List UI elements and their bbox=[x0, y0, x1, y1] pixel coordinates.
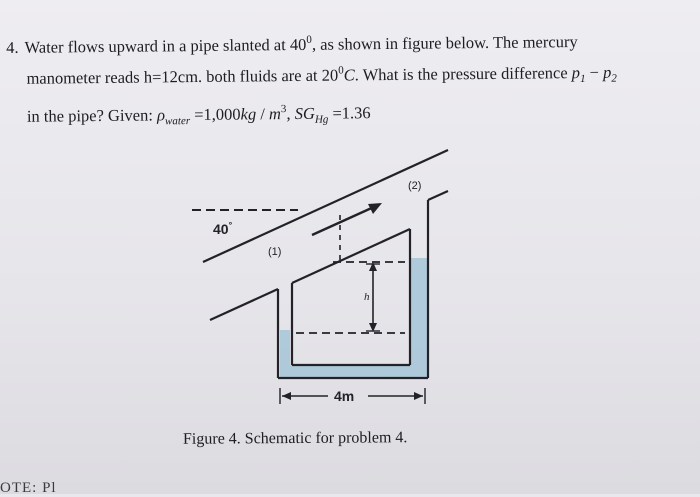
problem-number: 4. bbox=[6, 37, 19, 57]
pipe-bottom-wall-left bbox=[210, 289, 278, 320]
sg-symbol: SG bbox=[294, 103, 315, 123]
pipe-bottom-wall-right bbox=[428, 191, 448, 200]
point2-label: (2) bbox=[408, 180, 422, 192]
problem-line-3: in the pipe? Given: $\rho_{water} =1,000kg / m^3$, $SG_{Hg} =1.36$ bbox=[26, 103, 371, 128]
figure-caption: Figure 4. Schematic for problem 4. bbox=[182, 429, 408, 448]
width-arrow-left bbox=[282, 392, 291, 400]
problem-line-1: 4. Water flows upward in a pipe slanted at $40^0$, as shown in figure below. The mercury bbox=[6, 32, 578, 57]
cut-off-note: OTE: Pl bbox=[0, 480, 57, 496]
rho-symbol: ρ bbox=[156, 105, 166, 125]
pipe-bottom-wall-mid bbox=[292, 229, 410, 283]
p1-symbol: p bbox=[571, 62, 581, 83]
width-arrow-right bbox=[414, 392, 423, 400]
width-label: 4m bbox=[334, 388, 355, 404]
angle-label: 40° bbox=[213, 220, 233, 237]
point1-label: (1) bbox=[268, 246, 282, 258]
p2-symbol: p bbox=[602, 62, 612, 82]
flow-arrow-shaft bbox=[312, 206, 376, 235]
h-label: h bbox=[364, 291, 370, 303]
pipe-top-wall bbox=[203, 150, 448, 262]
mercury-fill bbox=[280, 258, 428, 378]
problem-line-2: manometer reads h=12cm. both fluids are at $20^0C$. What is the pressure difference $p_1 - p_2$ bbox=[26, 62, 617, 88]
